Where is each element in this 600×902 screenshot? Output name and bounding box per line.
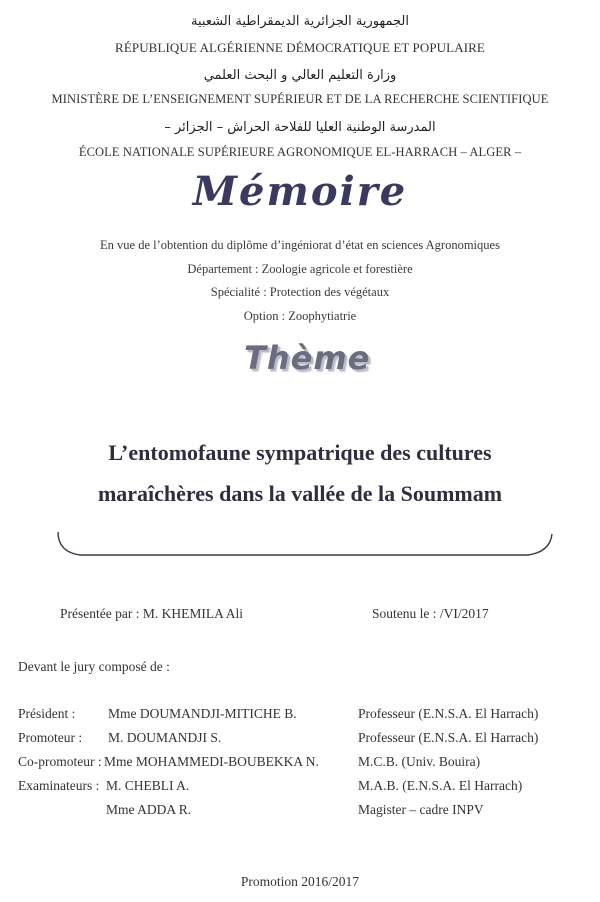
jury-title: Magister – cadre INPV: [358, 802, 484, 817]
theme-heading: Thème: [244, 339, 371, 377]
memoire-heading: Mémoire: [192, 168, 408, 215]
jury-title: Professeur (E.N.S.A. El Harrach): [358, 730, 539, 745]
jury-title: M.C.B. (Univ. Bouira): [358, 754, 481, 769]
french-school: ÉCOLE NATIONALE SUPÉRIEURE AGRONOMIQUE EL-HARRACH – ALGER –: [78, 145, 522, 159]
jury-name: Mme DOUMANDJI-MITICHE B.: [108, 706, 297, 721]
thesis-title-line1: L’entomofaune sympatrique des cultures: [108, 440, 492, 465]
jury-title: Professeur (E.N.S.A. El Harrach): [358, 706, 539, 721]
speciality-line: Spécialité : Protection des végétaux: [210, 285, 390, 299]
jury-title: M.A.B. (E.N.S.A. El Harrach): [358, 778, 523, 793]
option-line: Option : Zoophytiatrie: [243, 309, 357, 323]
thesis-title-line2: maraîchères dans la vallée de la Soummam: [97, 481, 503, 506]
jury-name: Mme MOHAMMEDI-BOUBEKKA N.: [104, 754, 319, 769]
jury-role: Président :: [18, 706, 76, 721]
arabic-school: المدرسة الوطنية العليا للفلاحة الحراش – الجزائر –: [164, 120, 436, 135]
department-line: Département : Zoologie agricole et forestière: [187, 262, 413, 276]
promotion: Promotion 2016/2017: [240, 874, 360, 889]
jury-role: Examinateurs :: [18, 778, 100, 793]
jury-role: Promoteur :: [18, 730, 83, 745]
jury-intro: Devant le jury composé de :: [18, 659, 170, 674]
jury-name: Mme ADDA R.: [106, 802, 192, 817]
presented-by: Présentée par : M. KHEMILA Ali: [60, 606, 243, 621]
title-underline: [50, 528, 558, 560]
arabic-ministry: وزارة التعليم العالي و البحث العلمي: [203, 68, 397, 83]
french-ministry: MINISTÈRE DE L’ENSEIGNEMENT SUPÉRIEUR ET DE LA RECHERCHE SCIENTIFIQUE: [51, 92, 549, 106]
arabic-republic: الجمهورية الجزائرية الديمقراطية الشعبية: [191, 14, 409, 29]
degree-line: En vue de l’obtention du diplôme d’ingéniorat d’état en sciences Agronomiques: [100, 238, 500, 252]
jury-role: Co-promoteur :: [18, 754, 102, 769]
jury-name: M. DOUMANDJI S.: [108, 730, 222, 745]
french-republic: RÉPUBLIQUE ALGÉRIENNE DÉMOCRATIQUE ET POPULAIRE: [115, 40, 485, 55]
jury-name: M. CHEBLI A.: [106, 778, 190, 793]
defense-date: Soutenu le : /VI/2017: [372, 606, 489, 621]
